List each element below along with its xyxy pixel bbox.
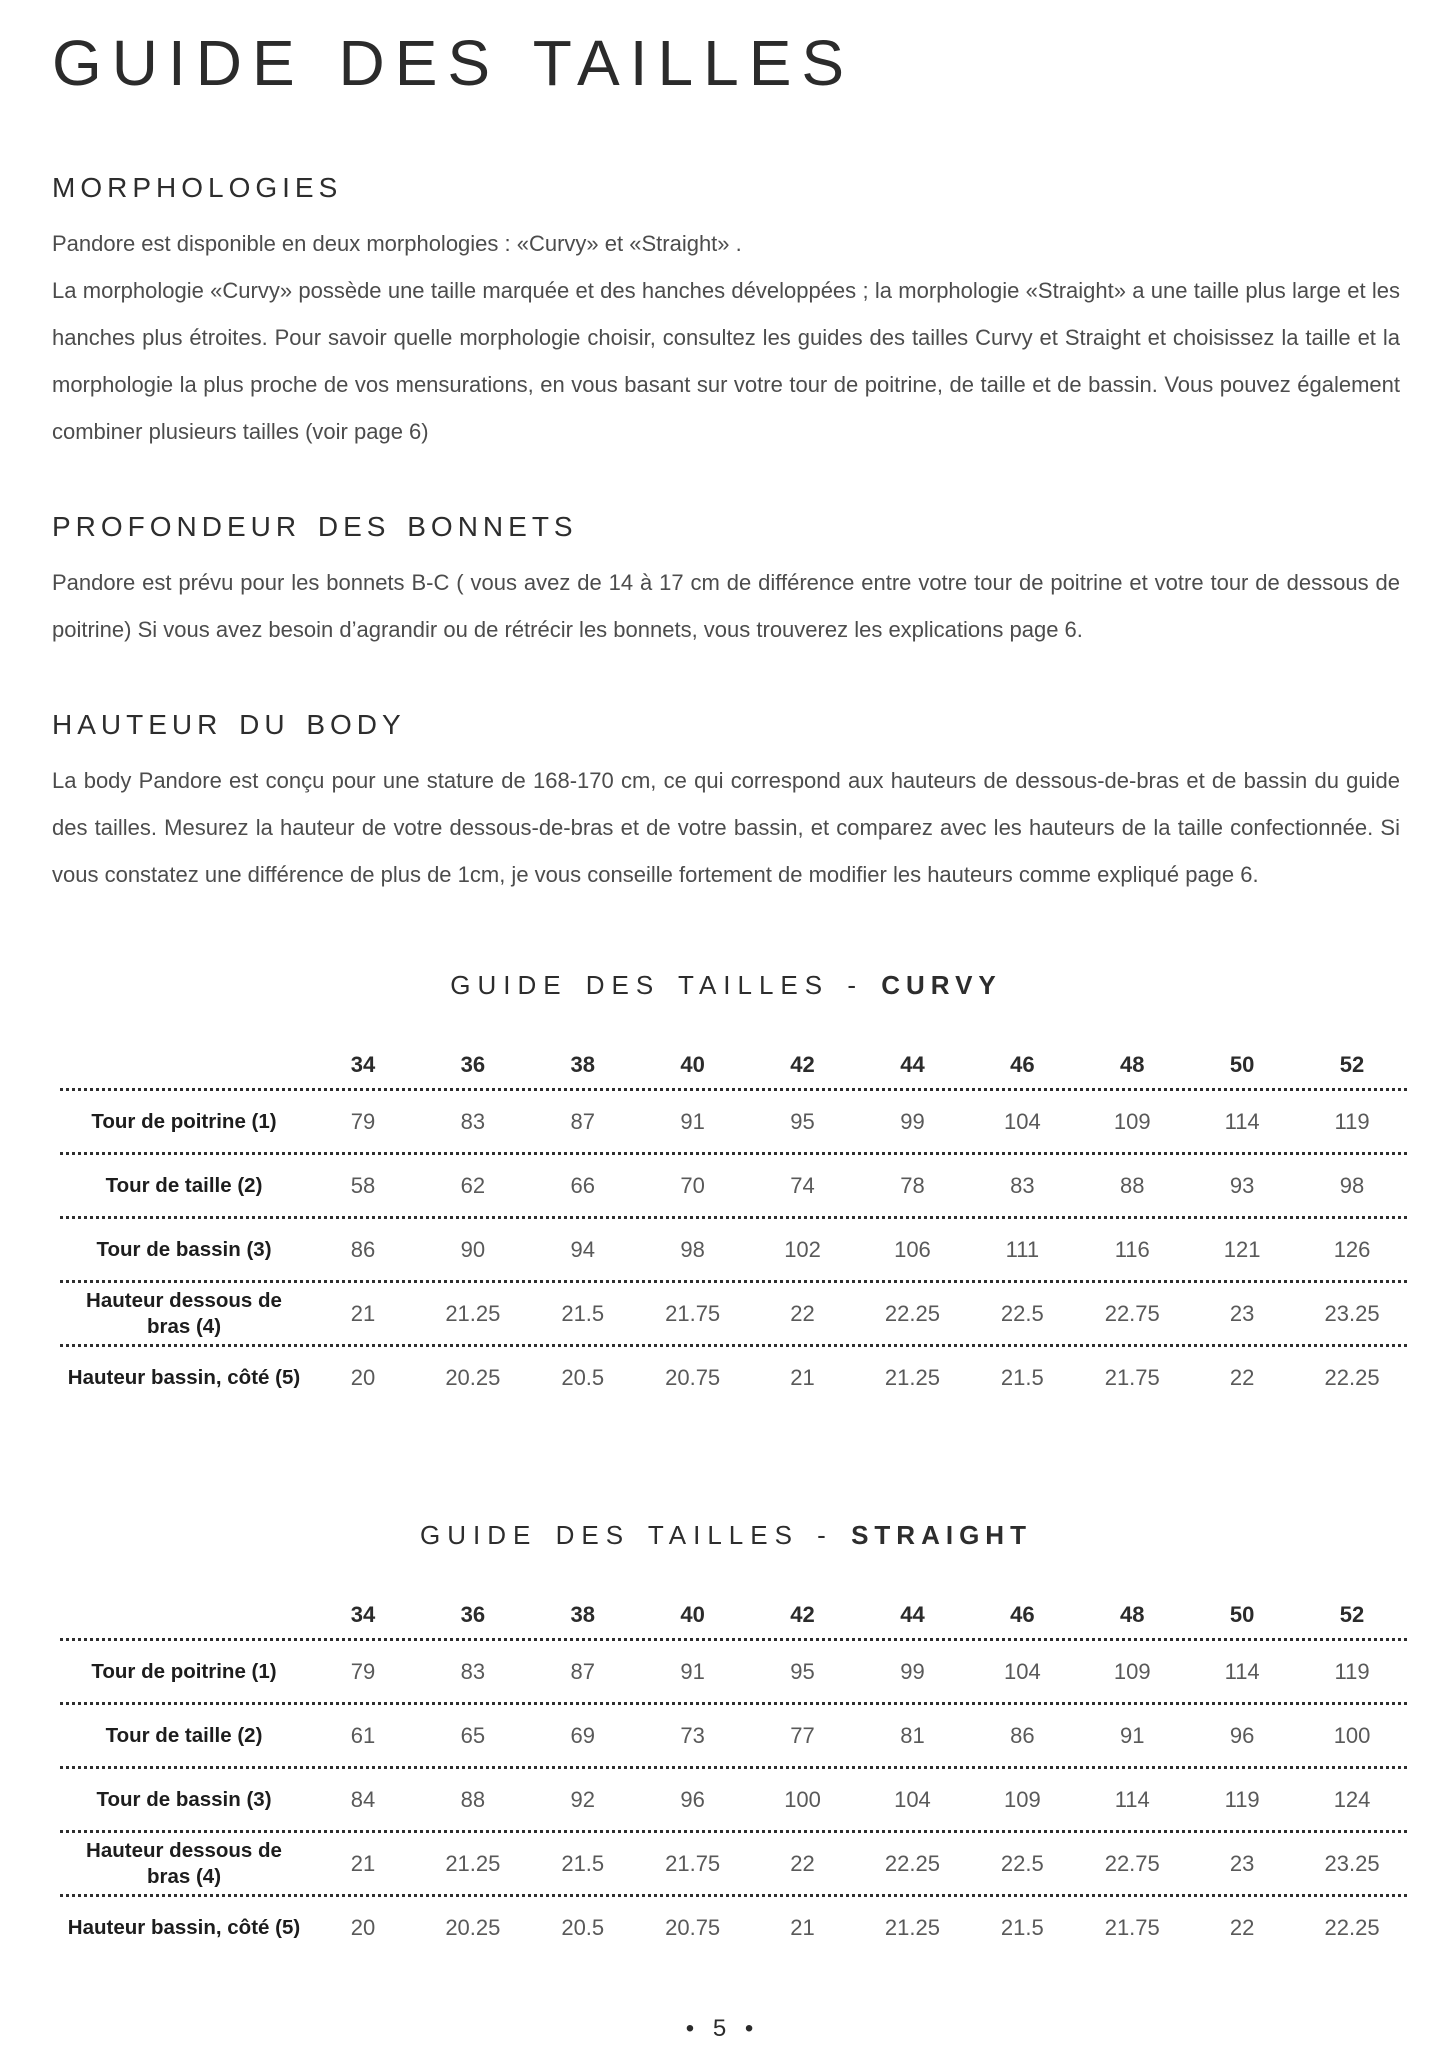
- table-cell: 88: [460, 1786, 486, 1812]
- table-cell: 22: [1229, 1914, 1255, 1940]
- section-heading-hauteur-body: HAUTEUR DU BODY: [52, 709, 406, 740]
- table-cell: 21.75: [665, 1300, 721, 1326]
- table-cell: 86: [350, 1236, 376, 1262]
- table-title-morphology: STRAIGHT: [851, 1520, 1032, 1550]
- table-header-row: [60, 1043, 1407, 1091]
- table-cell: 66: [570, 1172, 595, 1198]
- size-table-curvy-title: [52, 970, 1400, 1001]
- paragraph: Pandore est prévu pour les bonnets B-C ( vous avez de 14 à 17 cm de différence entre votre tour de poitrine et votre tour de dessous de poitrine) Si vous avez besoin d’agrandir ou de rétrécir les bonnets, vous trouverez les explications page 6.: [52, 570, 1400, 642]
- table-cell: 102: [784, 1236, 821, 1262]
- size-column-header: 52: [1339, 1052, 1365, 1077]
- table-cell: 79: [350, 1108, 376, 1134]
- table-cell: 83: [460, 1658, 486, 1684]
- table-cell: 95: [790, 1108, 815, 1134]
- table-cell: 95: [790, 1658, 815, 1684]
- size-table-curvy-block: [52, 970, 1400, 1408]
- table-cell: 109: [1113, 1658, 1151, 1684]
- size-table-curvy: [60, 1043, 1407, 1408]
- table-cell: 91: [680, 1108, 705, 1134]
- table-cell: 21.75: [1104, 1914, 1160, 1940]
- table-title-morphology: CURVY: [881, 970, 1002, 1000]
- table-cell: 21.5: [1000, 1914, 1044, 1940]
- table-cell: 119: [1224, 1786, 1260, 1812]
- table-cell: 69: [570, 1722, 595, 1748]
- size-column-header: 38: [570, 1602, 595, 1627]
- size-column-header: 46: [1010, 1052, 1035, 1077]
- size-column-header: 34: [350, 1052, 376, 1077]
- size-column-header: 34: [350, 1602, 376, 1627]
- table-cell: 104: [894, 1786, 931, 1812]
- table-cell: 90: [460, 1236, 486, 1262]
- paragraph: La morphologie «Curvy» possède une taille marquée et des hanches développées ; la morphologie «Straight» a une taille plus large et les hanches plus étroites. Pour savoir quelle morphologie choisir, consultez les guides des tailles Curvy et Straight et choisissez la taille et la morphologie la plus proche de vos mensurations, en vous basant sur votre tour de poitrine, de taille et de bassin. Vous pouvez également combiner plusieurs tailles (voir page 6): [52, 278, 1400, 444]
- table-cell: 93: [1229, 1172, 1255, 1198]
- table-cell: 20.25: [445, 1364, 501, 1390]
- size-column-header: 46: [1010, 1602, 1035, 1627]
- table-cell: 21: [790, 1914, 815, 1940]
- size-column-header: 50: [1229, 1602, 1255, 1627]
- paragraph: Pandore est disponible en deux morphologies : «Curvy» et «Straight» .: [52, 231, 742, 256]
- table-cell: 22.25: [1324, 1914, 1380, 1940]
- table-cell: 22: [1229, 1364, 1255, 1390]
- row-label: Tour de poitrine (1): [91, 1659, 277, 1683]
- table-cell: 83: [460, 1108, 486, 1134]
- table-cell: 22.25: [884, 1300, 940, 1326]
- table-cell: 21.5: [1000, 1364, 1044, 1390]
- section-profondeur-bonnets: [52, 511, 1400, 653]
- table-cell: 126: [1333, 1236, 1371, 1262]
- table-cell: 20.75: [665, 1914, 721, 1940]
- table-cell: 21.25: [445, 1300, 501, 1326]
- size-column-header: 42: [790, 1052, 815, 1077]
- table-cell: 21: [350, 1300, 376, 1326]
- table-cell: 22.75: [1104, 1850, 1160, 1876]
- table-corner-cell: [60, 1620, 308, 1628]
- table-corner-cell: [60, 1070, 308, 1078]
- table-cell: 96: [1229, 1722, 1255, 1748]
- table-cell: 87: [570, 1108, 595, 1134]
- page-title: GUIDE DES TAILLES: [52, 27, 855, 99]
- row-label: Hauteur dessous de bras (4): [86, 1288, 282, 1338]
- table-cell: 99: [900, 1108, 925, 1134]
- table-row: [60, 1347, 1407, 1408]
- table-cell: 22: [790, 1300, 815, 1326]
- size-column-header: 44: [900, 1602, 925, 1627]
- table-row: [60, 1091, 1407, 1155]
- size-column-header: 48: [1120, 1602, 1145, 1627]
- table-row: [60, 1155, 1407, 1219]
- section-heading-morphologies: MORPHOLOGIES: [52, 172, 343, 203]
- table-cell: 79: [350, 1658, 376, 1684]
- table-cell: 99: [900, 1658, 925, 1684]
- size-column-header: 52: [1339, 1602, 1365, 1627]
- table-cell: 92: [570, 1786, 595, 1812]
- table-cell: 100: [784, 1786, 821, 1812]
- size-column-header: 40: [680, 1052, 705, 1077]
- table-row: [60, 1641, 1407, 1705]
- table-cell: 22.25: [884, 1850, 940, 1876]
- table-cell: 124: [1333, 1786, 1371, 1812]
- table-cell: 61: [350, 1722, 376, 1748]
- table-cell: 23.25: [1324, 1850, 1380, 1876]
- table-row: [60, 1897, 1407, 1958]
- size-column-header: 48: [1120, 1052, 1145, 1077]
- table-cell: 20.25: [445, 1914, 501, 1940]
- size-column-header: 36: [460, 1602, 486, 1627]
- size-column-header: 40: [680, 1602, 705, 1627]
- size-column-header: 50: [1229, 1052, 1255, 1077]
- size-table-straight: [60, 1593, 1407, 1958]
- table-cell: 119: [1334, 1108, 1370, 1134]
- table-cell: 21.75: [665, 1850, 721, 1876]
- size-column-header: 36: [460, 1052, 486, 1077]
- table-cell: 114: [1114, 1786, 1150, 1812]
- table-cell: 96: [680, 1786, 705, 1812]
- table-cell: 21.25: [884, 1364, 940, 1390]
- table-cell: 21: [350, 1850, 376, 1876]
- table-cell: 73: [680, 1722, 705, 1748]
- table-cell: 23: [1229, 1300, 1255, 1326]
- table-cell: 94: [570, 1236, 595, 1262]
- table-cell: 22: [790, 1850, 815, 1876]
- table-cell: 98: [680, 1236, 705, 1262]
- table-cell: 111: [1005, 1236, 1040, 1262]
- row-label: Tour de bassin (3): [96, 1237, 272, 1261]
- table-cell: 20.5: [561, 1364, 605, 1390]
- table-cell: 116: [1114, 1236, 1150, 1262]
- table-cell: 74: [790, 1172, 815, 1198]
- table-cell: 81: [900, 1722, 925, 1748]
- table-cell: 104: [1003, 1108, 1041, 1134]
- table-cell: 23.25: [1324, 1300, 1380, 1326]
- table-cell: 62: [460, 1172, 486, 1198]
- size-table-straight-title: [52, 1520, 1400, 1551]
- table-title-prefix: GUIDE DES TAILLES -: [450, 970, 882, 1000]
- table-cell: 22.75: [1104, 1300, 1160, 1326]
- table-cell: 58: [350, 1172, 376, 1198]
- table-cell: 121: [1223, 1236, 1261, 1262]
- row-label: Tour de taille (2): [105, 1723, 263, 1747]
- table-title-prefix: GUIDE DES TAILLES -: [420, 1520, 852, 1550]
- table-cell: 91: [680, 1658, 705, 1684]
- table-cell: 87: [570, 1658, 595, 1684]
- table-cell: 20: [350, 1364, 376, 1390]
- table-row: [60, 1283, 1407, 1347]
- table-cell: 21: [790, 1364, 815, 1390]
- row-label: Hauteur bassin, côté (5): [67, 1365, 301, 1389]
- table-cell: 84: [350, 1786, 376, 1812]
- table-cell: 21.25: [445, 1850, 501, 1876]
- table-cell: 70: [680, 1172, 705, 1198]
- section-hauteur-body: [52, 709, 1400, 898]
- table-cell: 119: [1334, 1658, 1370, 1684]
- size-column-header: 44: [900, 1052, 925, 1077]
- table-cell: 114: [1224, 1108, 1260, 1134]
- table-cell: 100: [1333, 1722, 1371, 1748]
- table-cell: 22.5: [1000, 1300, 1044, 1326]
- section-heading-profondeur-bonnets: PROFONDEUR DES BONNETS: [52, 511, 578, 542]
- row-label: Tour de poitrine (1): [91, 1109, 277, 1133]
- table-cell: 83: [1010, 1172, 1035, 1198]
- row-label: Tour de taille (2): [105, 1173, 263, 1197]
- table-cell: 21.75: [1104, 1364, 1160, 1390]
- table-cell: 88: [1120, 1172, 1145, 1198]
- table-cell: 114: [1224, 1658, 1260, 1684]
- table-cell: 23: [1229, 1850, 1255, 1876]
- table-cell: 78: [900, 1172, 925, 1198]
- table-cell: 20: [350, 1914, 376, 1940]
- table-cell: 109: [1113, 1108, 1151, 1134]
- table-cell: 91: [1120, 1722, 1145, 1748]
- table-cell: 86: [1010, 1722, 1035, 1748]
- table-cell: 21.5: [561, 1850, 605, 1876]
- row-label: Tour de bassin (3): [96, 1787, 272, 1811]
- row-label: Hauteur bassin, côté (5): [67, 1915, 301, 1939]
- table-cell: 98: [1339, 1172, 1365, 1198]
- table-cell: 22.5: [1000, 1850, 1044, 1876]
- paragraph: La body Pandore est conçu pour une stature de 168-170 cm, ce qui correspond aux hauteurs de dessous-de-bras et de bassin du guide des tailles. Mesurez la hauteur de votre dessous-de-bras et de votre bassin, et comparez avec les hauteurs de la taille confectionnée. Si vous constatez une différence de plus de 1cm, je vous conseille fortement de modifier les hauteurs comme expliqué page 6.: [52, 768, 1400, 887]
- size-table-straight-block: [52, 1520, 1400, 1958]
- table-row: [60, 1705, 1407, 1769]
- table-header-row: [60, 1593, 1407, 1641]
- table-row: [60, 1219, 1407, 1283]
- page-number: • 5 •: [685, 2015, 760, 2042]
- table-cell: 65: [460, 1722, 486, 1748]
- section-morphologies: [52, 172, 1400, 455]
- row-label: Hauteur dessous de bras (4): [86, 1838, 282, 1888]
- table-cell: 20.75: [665, 1364, 721, 1390]
- table-cell: 109: [1003, 1786, 1041, 1812]
- table-cell: 21.5: [561, 1300, 605, 1326]
- table-cell: 77: [790, 1722, 815, 1748]
- size-column-header: 42: [790, 1602, 815, 1627]
- table-cell: 104: [1003, 1658, 1041, 1684]
- table-cell: 21.25: [884, 1914, 940, 1940]
- table-row: [60, 1769, 1407, 1833]
- table-cell: 22.25: [1324, 1364, 1380, 1390]
- table-row: [60, 1833, 1407, 1897]
- table-cell: 106: [894, 1236, 931, 1262]
- size-column-header: 38: [570, 1052, 595, 1077]
- table-cell: 20.5: [561, 1914, 605, 1940]
